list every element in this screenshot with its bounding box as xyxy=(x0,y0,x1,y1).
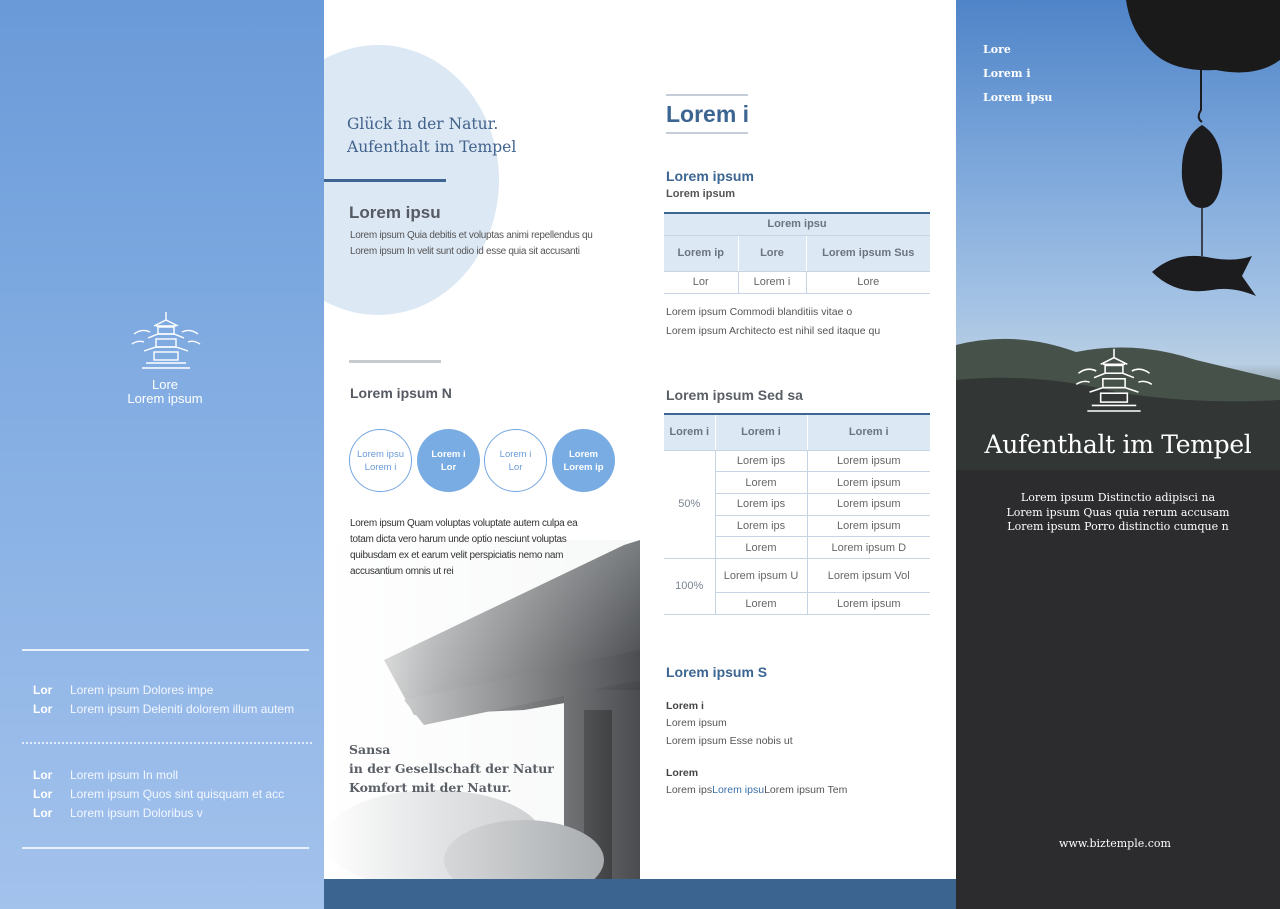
feature-circle-line2: Lorem ip xyxy=(563,461,604,473)
section-heading: Lorem ipsum Sed sa xyxy=(666,387,803,403)
temple-roof-photo xyxy=(324,540,640,880)
table-header: Lorem ip xyxy=(664,235,738,271)
contact-text: Lorem ips xyxy=(666,784,713,796)
table-cell: Lorem ipsum D xyxy=(807,537,930,559)
info-key: Lor xyxy=(33,806,53,820)
feature-circle-line2: Lor xyxy=(508,461,523,473)
table-group-label: 50% xyxy=(664,450,715,558)
logo-caption-line1: Lore xyxy=(151,377,179,392)
cover-description-line: Lorem ipsum Distinctio adipisci na xyxy=(1020,491,1216,504)
pagoda-logo-icon xyxy=(1074,344,1154,418)
feature-circle-line1: Lorem i xyxy=(431,448,466,460)
table-header: Lorem i xyxy=(715,414,807,450)
table-header: Lore xyxy=(738,235,806,271)
table-cell: Lorem ips xyxy=(715,493,807,515)
middle-panel xyxy=(324,0,640,909)
website-link[interactable]: www.biztemple.com xyxy=(1059,837,1171,850)
table-cell: Lorem xyxy=(715,593,807,615)
table-cell: Lorem xyxy=(715,472,807,494)
info-value: Lorem ipsum Quos sint quisquam et acc xyxy=(70,787,285,801)
table-caption: Lorem ipsu xyxy=(664,213,930,235)
info-row xyxy=(33,768,178,782)
body-paragraph: Lorem ipsum Quam voluptas voluptate autem culpa ea totam dicta vero harum unde optio nesciunt voluptas quibusdam ex et earum velit perspiciatis nemo nam accusantium omnis ut rei xyxy=(350,518,578,577)
table-cell: Lorem ipsum U xyxy=(715,558,807,592)
section-heading: Lorem ipsu xyxy=(349,203,441,222)
divider-bottom xyxy=(22,847,309,849)
cover-description-line: Lorem ipsum Porro distinctio cumque n xyxy=(1007,520,1229,533)
serif-tagline-line1: Sansa xyxy=(349,742,391,757)
intro-paragraph: Lorem ipsum Quia debitis et voluptas animi repellendus qu Lorem ipsum In velit sunt odio id esse quia sit accusanti xyxy=(350,230,593,257)
table-cell: Lorem ipsum xyxy=(807,515,930,537)
info-key: Lor xyxy=(33,702,53,716)
nav-link[interactable]: Lorem i xyxy=(983,67,1031,80)
contact-text: Lorem ipsum Tem xyxy=(764,784,848,796)
table-cell: Lorem xyxy=(715,537,807,559)
feature-circle-line2: Lorem i xyxy=(364,461,397,473)
table-cell: Lorem ipsum xyxy=(807,472,930,494)
table-cell: Lore xyxy=(806,271,930,293)
info-row xyxy=(33,787,284,801)
info-row xyxy=(33,806,203,820)
cover-description xyxy=(956,491,1280,535)
note-line: Lorem ipsum Commodi blanditiis vitae o xyxy=(666,306,853,318)
left-panel xyxy=(0,0,324,909)
feature-circle-line2: Lor xyxy=(440,461,457,473)
info-value: Lorem ipsum Deleniti dolorem illum autem xyxy=(70,702,295,716)
info-key: Lor xyxy=(33,787,53,801)
section-heading: Lorem ipsum xyxy=(666,168,754,184)
table-cell: Lorem ipsum xyxy=(807,593,930,615)
table-group-label: 100% xyxy=(664,558,715,614)
nav-link[interactable]: Lorem ipsu xyxy=(983,91,1053,104)
section-subheading: Lorem ipsum xyxy=(666,188,736,200)
cover-panel xyxy=(956,0,1280,909)
feature-circle xyxy=(417,429,480,492)
table-header: Lorem ipsum Sus xyxy=(806,235,930,271)
feature-circle xyxy=(552,429,615,492)
table-cell: Lorem ipsum Vol xyxy=(807,558,930,592)
table-row xyxy=(664,271,930,293)
info-value: Lorem ipsum In moll xyxy=(70,768,179,782)
table-header: Lorem i xyxy=(664,414,715,450)
contact-title: Lorem xyxy=(666,767,699,779)
section-heading: Lorem ipsum N xyxy=(350,385,452,401)
accent-bar xyxy=(324,179,446,182)
contact-title: Lorem i xyxy=(666,700,704,712)
serif-tagline-line2: in der Gesellschaft der Natur xyxy=(349,761,554,776)
serif-title-line1: Glück in der Natur. xyxy=(347,115,499,133)
serif-title-line2: Aufenthalt im Tempel xyxy=(347,138,517,156)
divider-top xyxy=(22,649,309,651)
table-cell: Lorem ipsum xyxy=(807,450,930,472)
info-key: Lor xyxy=(33,768,53,782)
table-header: Lorem i xyxy=(807,414,930,450)
dotted-divider xyxy=(22,742,312,744)
table-cell: Lorem ips xyxy=(715,450,807,472)
table-cell: Lor xyxy=(664,271,738,293)
fish-chime-icon xyxy=(1152,256,1256,296)
discount-table xyxy=(664,413,930,615)
contact-line: Lorem ipsum Esse nobis ut xyxy=(666,735,793,747)
note-line: Lorem ipsum Architecto est nihil sed itaque qu xyxy=(666,325,881,337)
section-heading: Lorem ipsum S xyxy=(666,664,768,680)
price-table xyxy=(664,212,930,294)
heading-rule-top xyxy=(666,94,748,96)
cover-description-line: Lorem ipsum Quas quia rerum accusam xyxy=(1006,505,1230,519)
grey-bar xyxy=(349,360,441,363)
footer-bar xyxy=(324,879,956,909)
info-row xyxy=(33,702,294,716)
feature-circle-line1: Lorem ipsu xyxy=(357,448,404,460)
serif-tagline xyxy=(349,740,554,797)
table-row xyxy=(664,558,930,592)
table-cell: Lorem ips xyxy=(715,515,807,537)
contact-link[interactable]: Lorem ipsu xyxy=(712,784,765,796)
feature-circle xyxy=(484,429,547,492)
table-cell: Lorem ipsum xyxy=(807,493,930,515)
table-row xyxy=(664,450,930,472)
eave-silhouette xyxy=(1126,0,1280,72)
heading-rule-bottom xyxy=(666,132,748,134)
serif-tagline-line3: Komfort mit der Natur. xyxy=(349,780,512,795)
feature-circle-line1: Lorem i xyxy=(499,448,532,460)
info-value: Lorem ipsum Doloribus v xyxy=(70,806,203,820)
feature-circle xyxy=(349,429,412,492)
pagoda-logo-icon xyxy=(130,310,202,372)
wind-chime-bell-icon xyxy=(1182,125,1222,208)
logo-caption-line2: Lorem ipsum xyxy=(127,391,203,406)
cover-title: Aufenthalt im Tempel xyxy=(984,430,1252,459)
serif-title xyxy=(347,113,516,159)
table-cell: Lorem i xyxy=(738,271,806,293)
contact-line xyxy=(666,781,847,800)
details-panel xyxy=(640,0,956,879)
nav-link[interactable]: Lore xyxy=(983,43,1011,56)
feature-circle-line1: Lorem xyxy=(568,448,599,460)
info-value: Lorem ipsum Dolores impe xyxy=(70,683,214,697)
panel-heading: Lorem i xyxy=(666,101,750,127)
info-row xyxy=(33,683,213,697)
contact-line: Lorem ipsum xyxy=(666,717,727,729)
info-key: Lor xyxy=(33,683,53,697)
